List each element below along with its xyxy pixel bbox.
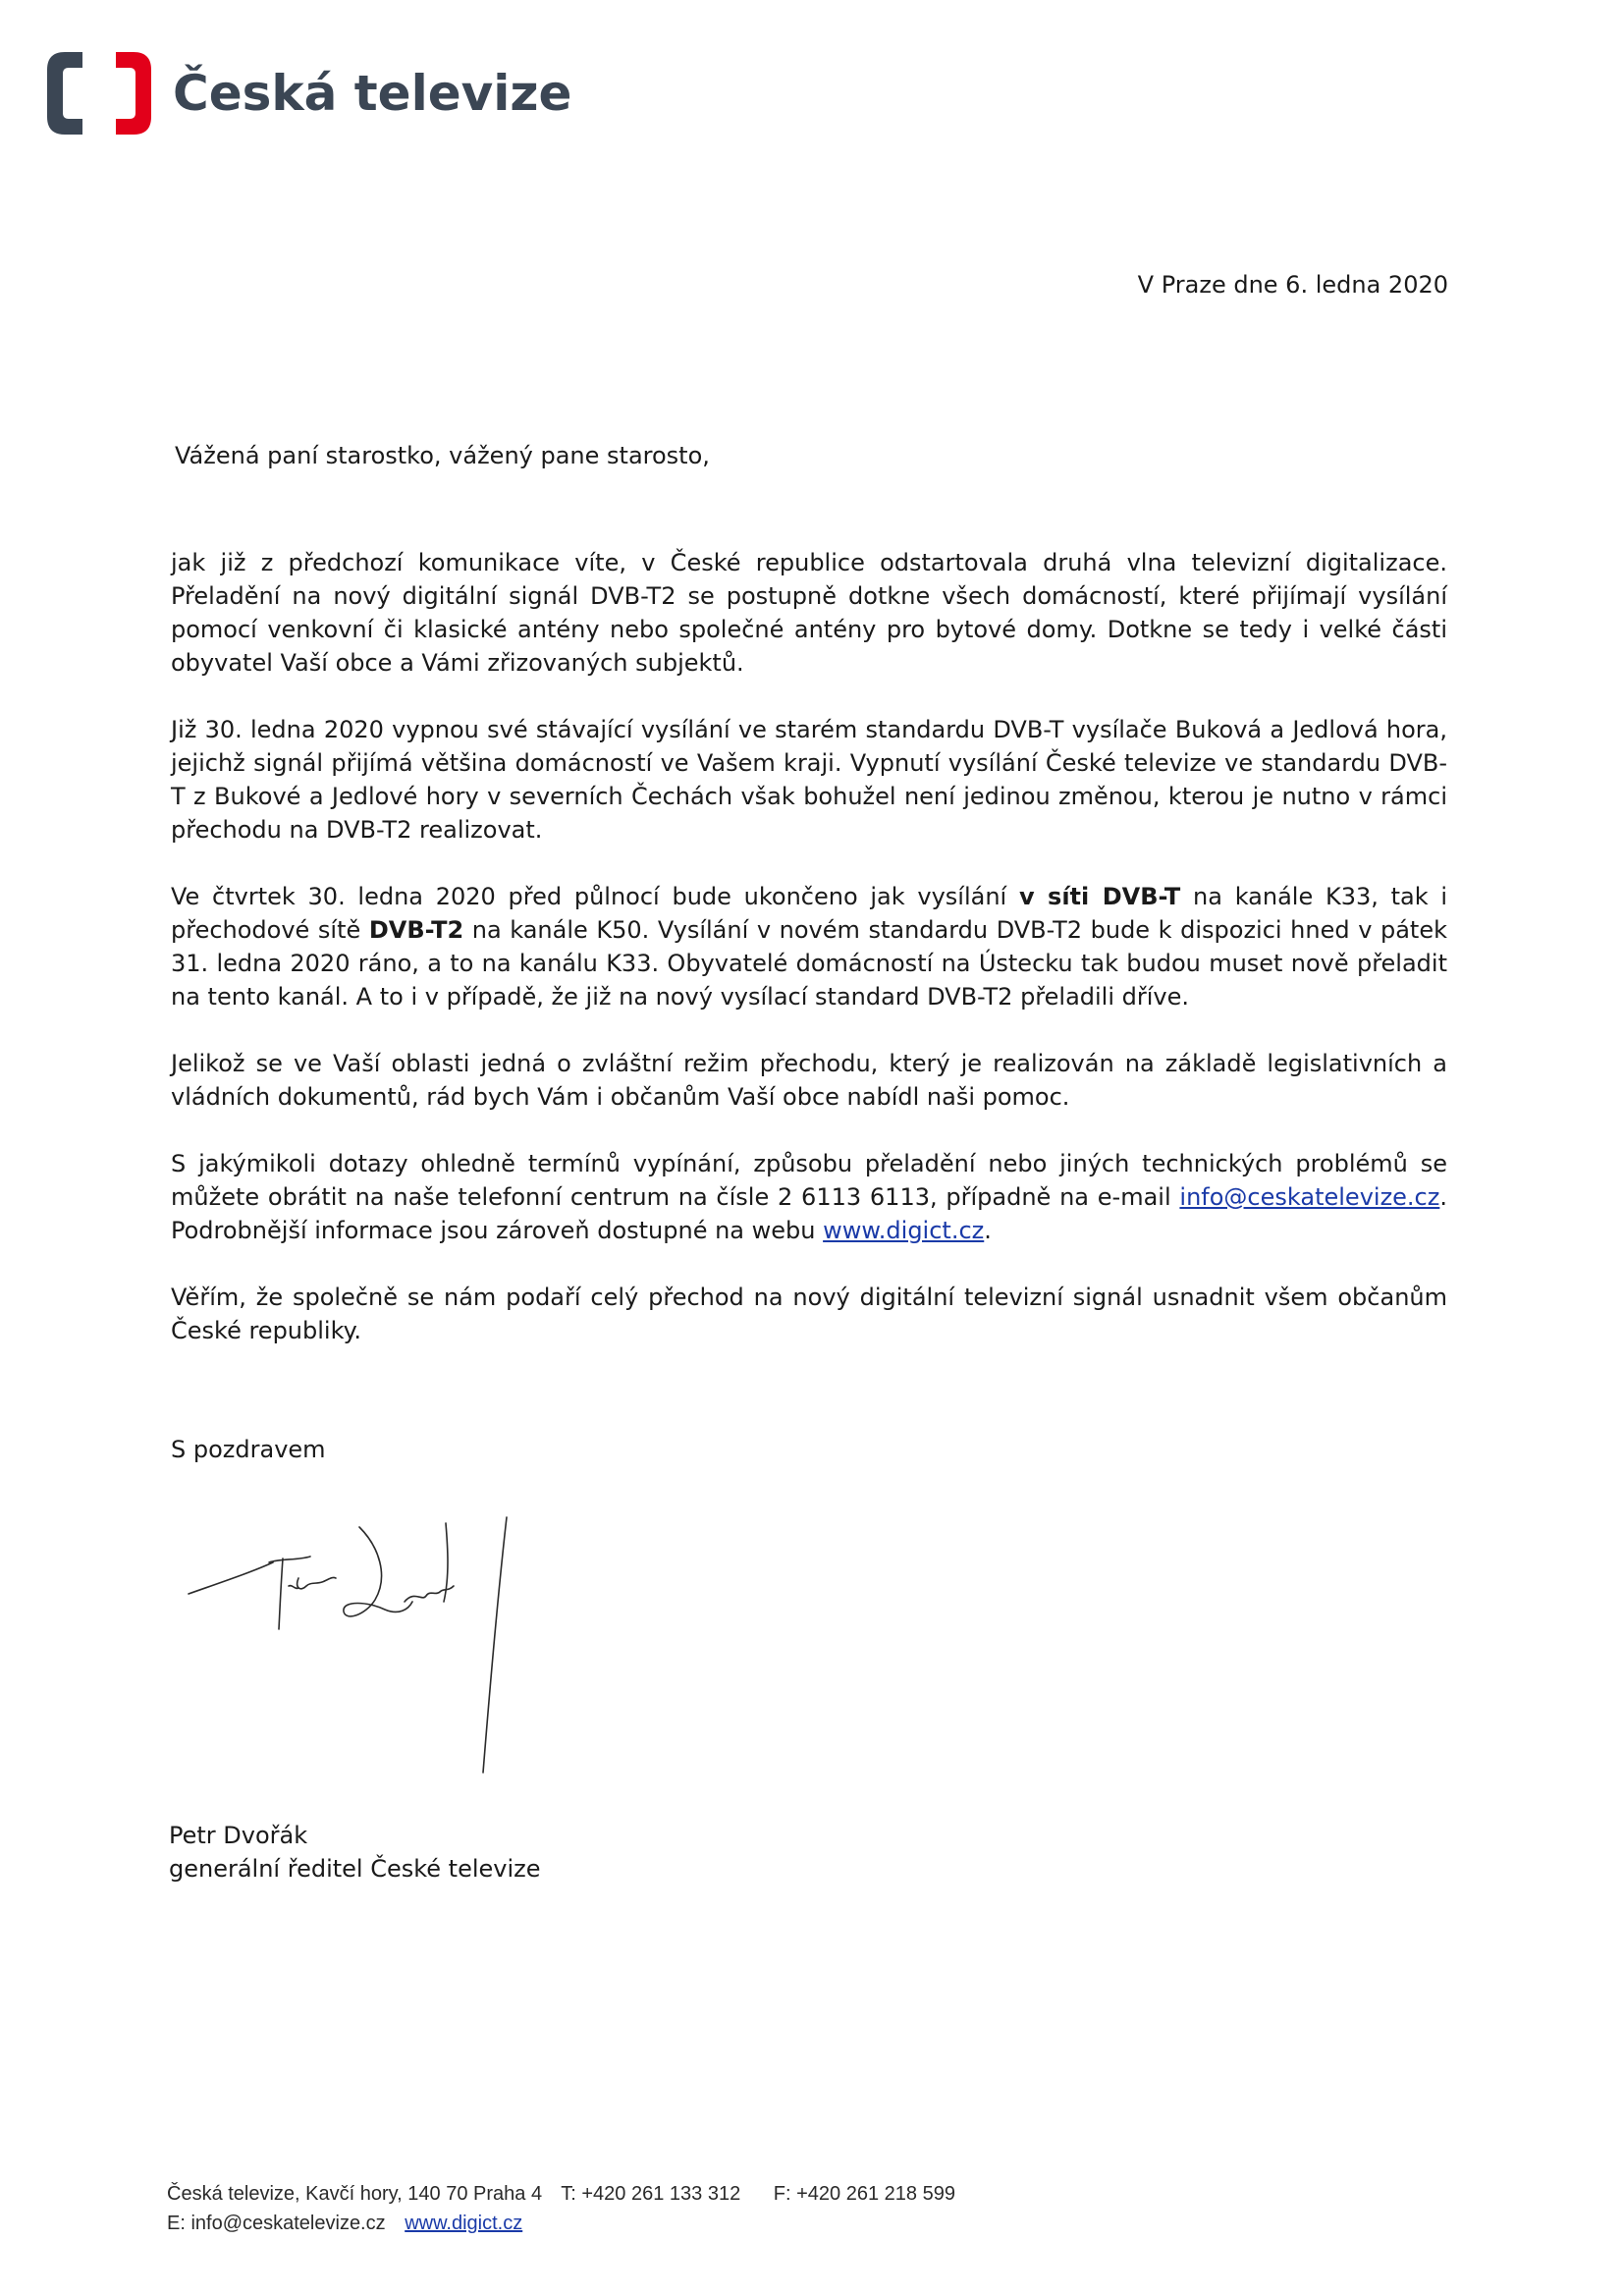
footer-fax: F: +420 261 218 599 — [773, 2183, 955, 2205]
closing: S pozdravem — [171, 1436, 326, 1463]
email-link[interactable]: info@ceskatelevize.cz — [1179, 1183, 1440, 1211]
paragraph-3-text-a: Ve čtvrtek 30. ledna 2020 před půlnocí bude ukončeno jak vysílání — [171, 883, 1019, 910]
letter-footer — [167, 2179, 955, 2238]
handwritten-signature — [183, 1507, 674, 1802]
signer-title: generální ředitel České televize — [169, 1855, 541, 1883]
footer-web-link[interactable]: www.digict.cz — [405, 2213, 523, 2234]
paragraph-3-bold-dvbt: v síti DVB-T — [1018, 883, 1181, 910]
paragraph-1: jak již z předchozí komunikace víte, v České republice odstartovala druhá vlna televizní digitalizace. Přeladění na nový digitální signál DVB-T2 se postupně dotkne všech domácností, které přijímají vysílání pomocí venkovní či klasické antény nebo společné antény pro bytové domy. Dotkne se tedy i velké části obyvatel Vaší obce a Vámi zřizovaných subjektů. — [171, 549, 1447, 677]
paragraph-5 — [171, 1147, 1447, 1247]
footer-email: E: info@ceskatelevize.cz — [167, 2213, 386, 2234]
paragraph-5-text-b: . Podrobnější informace jsou zároveň dostupné na webu — [171, 1183, 1447, 1244]
ct-logo-text: Česká televize — [173, 65, 572, 122]
paragraph-5-text-a: S jakýmikoli dotazy ohledně termínů vypínání, způsobu přeladění nebo jiných technických problémů se můžete obrátit na naše telefonní centrum na čísle 2 6113 6113, případně na e-mail — [171, 1150, 1447, 1211]
paragraph-4: Jelikož se ve Vaší oblasti jedná o zvláštní režim přechodu, který je realizován na základě legislativních a vládních dokumentů, rád bych Vám i občanům Vaší obce nabídl naši pomoc. — [171, 1050, 1447, 1111]
footer-tel: T: +420 261 133 312 — [561, 2183, 741, 2205]
signer-block — [169, 1819, 541, 1886]
paragraph-6: Věřím, že společně se nám podaří celý přechod na nový digitální televizní signál usnadnit všem občanům České republiky. — [171, 1284, 1447, 1344]
paragraph-3 — [171, 880, 1447, 1013]
paragraph-5-text-c: . — [984, 1217, 992, 1244]
signer-name: Petr Dvořák — [169, 1822, 308, 1849]
web-link[interactable]: www.digict.cz — [823, 1217, 985, 1244]
footer-line-1 — [167, 2179, 955, 2209]
paragraph-3-bold-dvbt2: DVB-T2 — [368, 916, 464, 944]
ct-logo — [43, 49, 571, 137]
paragraph-2: Již 30. ledna 2020 vypnou své stávající vysílání ve starém standardu DVB-T vysílače Buková a Jedlová hora, jejichž signál přijímá většina domácností ve Vašem kraji. Vypnutí vysílání České televize ve standardu DVB-T z Bukové a Jedlové hory v severních Čechách však bohužel není jedinou změnou, kterou je nutno v rámci přechodu na DVB-T2 realizovat. — [171, 716, 1447, 844]
footer-line-2 — [167, 2209, 955, 2238]
paragraph-3-text-c: na kanále K33, tak i přechodové sítě — [171, 883, 1448, 944]
letter-date: V Praze dne 6. ledna 2020 — [1137, 271, 1448, 299]
footer-address: Česká televize, Kavčí hory, 140 70 Praha 4 — [167, 2183, 543, 2205]
ct-logo-icon — [43, 50, 155, 137]
salutation: Vážená paní starostko, vážený pane starosto, — [175, 442, 710, 469]
letter-body — [171, 546, 1447, 1381]
paragraph-3-text-e: na kanále K50. Vysílání v novém standardu DVB-T2 bude k dispozici hned v pátek 31. ledna 2020 ráno, a to na kanálu K33. Obyvatelé domácností na Ústecku tak budou muset nově přeladit na tento kanál. A to i v případě, že již na nový vysílací standard DVB-T2 přeladili dříve. — [171, 916, 1447, 1011]
